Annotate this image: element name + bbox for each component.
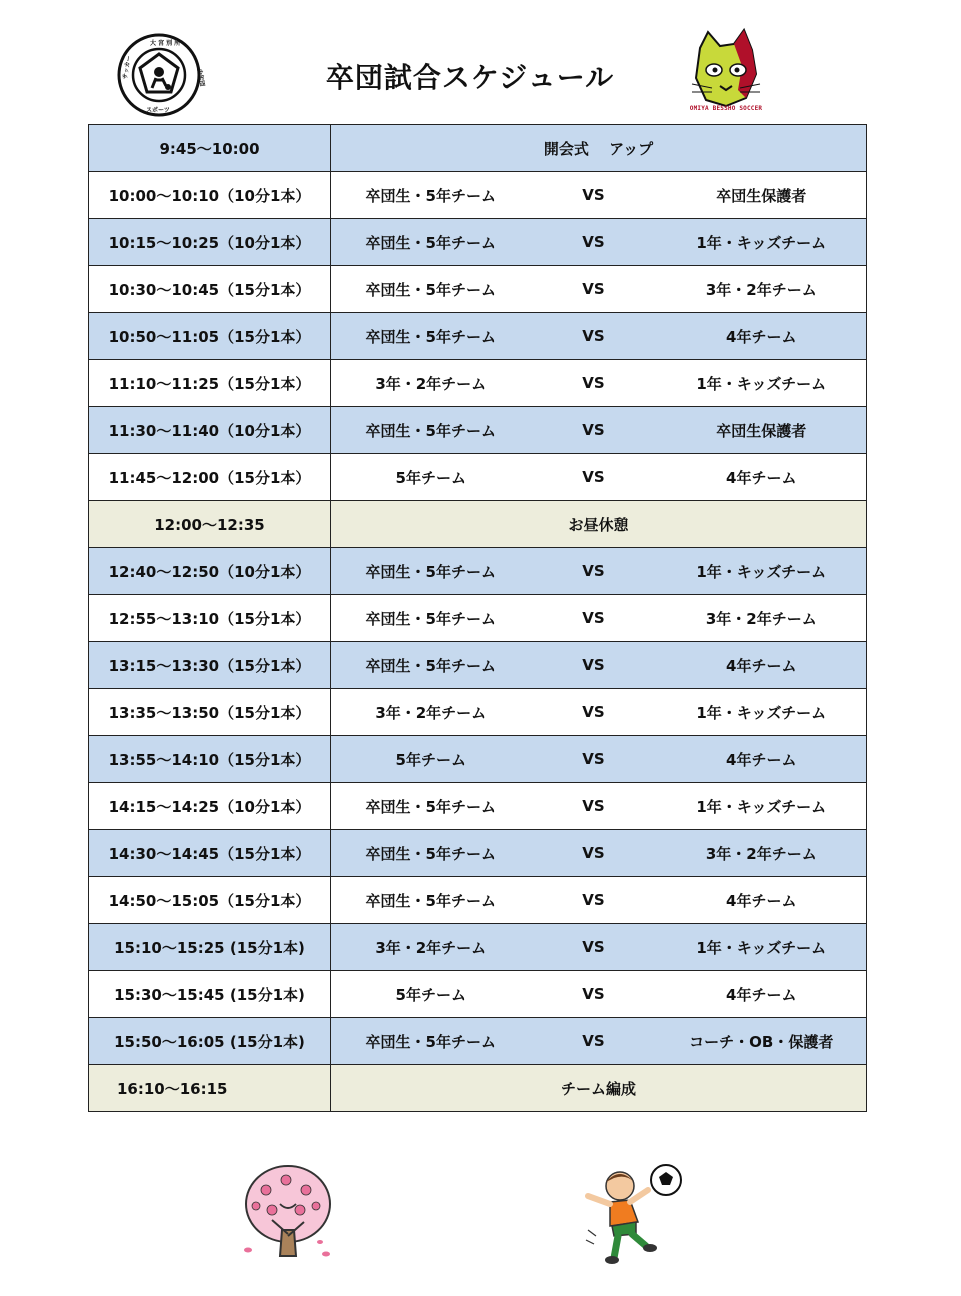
svg-text:少年団: 少年団 <box>195 68 206 88</box>
table-row <box>89 172 867 219</box>
schedule-table <box>88 124 867 1112</box>
team-b-cell: 4年チーム <box>657 971 867 1018</box>
table-row <box>89 924 867 971</box>
team-a-cell: 3年・2年チーム <box>331 689 531 736</box>
time-cell: 15:10〜15:25 (15分1本) <box>89 924 331 971</box>
vs-cell: VS <box>531 266 657 313</box>
team-a-cell: 卒団生・5年チーム <box>331 595 531 642</box>
table-row <box>89 642 867 689</box>
team-a-cell: 卒団生・5年チーム <box>331 266 531 313</box>
soccer-player-icon <box>580 1160 690 1268</box>
vs-cell: VS <box>531 172 657 219</box>
time-cell: 11:30〜11:40（10分1本） <box>89 407 331 454</box>
table-row <box>89 313 867 360</box>
team-b-cell: 卒団生保護者 <box>657 407 867 454</box>
event-cell: お昼休憩 <box>331 501 867 548</box>
vs-cell: VS <box>531 642 657 689</box>
team-b-cell: 4年チーム <box>657 877 867 924</box>
team-b-cell: 4年チーム <box>657 736 867 783</box>
table-row <box>89 595 867 642</box>
team-a-cell: 卒団生・5年チーム <box>331 407 531 454</box>
team-a-cell: 3年・2年チーム <box>331 924 531 971</box>
time-cell: 13:35〜13:50（15分1本） <box>89 689 331 736</box>
table-row <box>89 407 867 454</box>
team-a-cell: 卒団生・5年チーム <box>331 783 531 830</box>
table-row <box>89 1018 867 1065</box>
team-a-cell: 卒団生・5年チーム <box>331 313 531 360</box>
vs-cell: VS <box>531 1018 657 1065</box>
svg-text:スポーツ: スポーツ <box>146 107 170 114</box>
team-b-cell: 1年・キッズチーム <box>657 783 867 830</box>
table-row <box>89 548 867 595</box>
team-b-cell: 1年・キッズチーム <box>657 548 867 595</box>
time-cell: 9:45〜10:00 <box>89 125 331 172</box>
team-b-cell: 3年・2年チーム <box>657 595 867 642</box>
vs-cell: VS <box>531 783 657 830</box>
time-cell: 10:00〜10:10（10分1本） <box>89 172 331 219</box>
vs-cell: VS <box>531 407 657 454</box>
time-cell: 10:50〜11:05（15分1本） <box>89 313 331 360</box>
time-cell: 11:10〜11:25（15分1本） <box>89 360 331 407</box>
team-b-cell: コーチ・OB・保護者 <box>657 1018 867 1065</box>
time-cell: 11:45〜12:00（15分1本） <box>89 454 331 501</box>
vs-cell: VS <box>531 877 657 924</box>
page-header <box>0 0 961 124</box>
team-b-cell: 4年チーム <box>657 642 867 689</box>
table-row <box>89 877 867 924</box>
team-a-cell: 5年チーム <box>331 736 531 783</box>
time-cell: 13:15〜13:30（15分1本） <box>89 642 331 689</box>
table-row <box>89 1065 867 1112</box>
team-b-cell: 1年・キッズチーム <box>657 689 867 736</box>
team-b-cell: 1年・キッズチーム <box>657 360 867 407</box>
team-a-cell: 卒団生・5年チーム <box>331 219 531 266</box>
vs-cell: VS <box>531 313 657 360</box>
table-row <box>89 830 867 877</box>
team-a-cell: 5年チーム <box>331 971 531 1018</box>
team-a-cell: 卒団生・5年チーム <box>331 830 531 877</box>
table-row <box>89 454 867 501</box>
vs-cell: VS <box>531 219 657 266</box>
table-row <box>89 360 867 407</box>
team-b-cell: 1年・キッズチーム <box>657 219 867 266</box>
time-cell: 15:50〜16:05 (15分1本) <box>89 1018 331 1065</box>
table-row <box>89 971 867 1018</box>
vs-cell: VS <box>531 830 657 877</box>
vs-cell: VS <box>531 971 657 1018</box>
team-b-cell: 4年チーム <box>657 313 867 360</box>
table-row <box>89 501 867 548</box>
team-b-cell: 4年チーム <box>657 454 867 501</box>
vs-cell: VS <box>531 454 657 501</box>
vs-cell: VS <box>531 736 657 783</box>
team-b-cell: 3年・2年チーム <box>657 830 867 877</box>
time-cell: 12:00〜12:35 <box>89 501 331 548</box>
table-row <box>89 736 867 783</box>
team-a-cell: 3年・2年チーム <box>331 360 531 407</box>
vs-cell: VS <box>531 595 657 642</box>
time-cell: 14:50〜15:05（15分1本） <box>89 877 331 924</box>
table-row <box>89 266 867 313</box>
team-a-cell: 卒団生・5年チーム <box>331 548 531 595</box>
vs-cell: VS <box>531 689 657 736</box>
club-logo-caption: OMIYA BESSHO SOCCER <box>689 105 763 112</box>
time-cell: 14:15〜14:25（10分1本） <box>89 783 331 830</box>
event-cell: チーム編成 <box>331 1065 867 1112</box>
time-cell: 12:55〜13:10（15分1本） <box>89 595 331 642</box>
team-b-cell: 1年・キッズチーム <box>657 924 867 971</box>
table-row <box>89 689 867 736</box>
svg-text:サッカー: サッカー <box>121 55 133 80</box>
time-cell: 13:55〜14:10（15分1本） <box>89 736 331 783</box>
team-a-cell: 5年チーム <box>331 454 531 501</box>
cherry-blossom-tree-icon <box>242 1160 334 1264</box>
vs-cell: VS <box>531 548 657 595</box>
team-a-cell: 卒団生・5年チーム <box>331 1018 531 1065</box>
page-title: 卒団試合スケジュール <box>325 61 615 94</box>
vs-cell: VS <box>531 924 657 971</box>
team-a-cell: 卒団生・5年チーム <box>331 172 531 219</box>
svg-text:大 宮 別 所: 大 宮 別 所 <box>150 40 181 47</box>
vs-cell: VS <box>531 360 657 407</box>
team-a-cell: 卒団生・5年チーム <box>331 877 531 924</box>
table-row <box>89 219 867 266</box>
time-cell: 16:10〜16:15 <box>89 1065 331 1112</box>
table-row <box>89 783 867 830</box>
club-emblem-icon <box>116 32 206 118</box>
time-cell: 15:30〜15:45 (15分1本) <box>89 971 331 1018</box>
time-cell: 10:30〜10:45（15分1本） <box>89 266 331 313</box>
team-a-cell: 卒団生・5年チーム <box>331 642 531 689</box>
table-row <box>89 125 867 172</box>
team-b-cell: 3年・2年チーム <box>657 266 867 313</box>
team-b-cell: 卒団生保護者 <box>657 172 867 219</box>
time-cell: 14:30〜14:45（15分1本） <box>89 830 331 877</box>
event-cell: 開会式 アップ <box>331 125 867 172</box>
time-cell: 12:40〜12:50（10分1本） <box>89 548 331 595</box>
time-cell: 10:15〜10:25（10分1本） <box>89 219 331 266</box>
